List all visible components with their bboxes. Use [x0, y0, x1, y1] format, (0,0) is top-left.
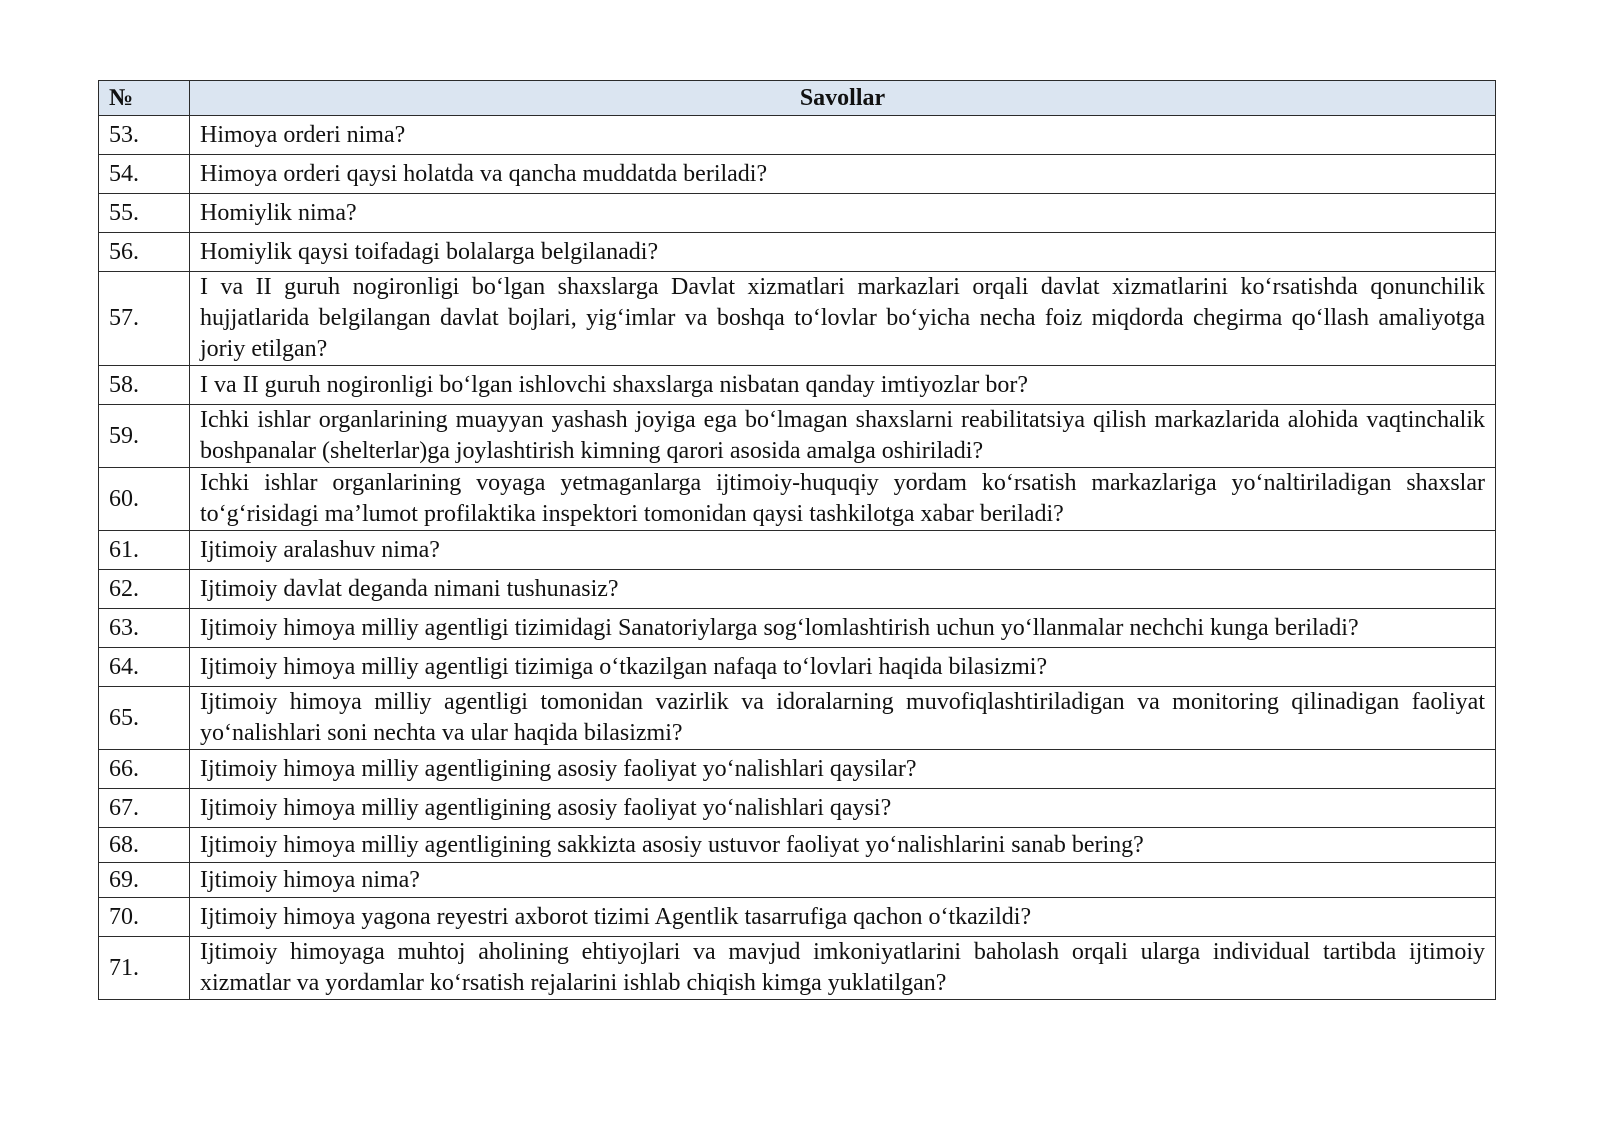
table-row: [99, 366, 1496, 405]
question-text: Ichki ishlar organlarining voyaga yetmaganlarga ijtimoiy-huquqiy yordam ko‘rsatish markazlariga yo‘naltiriladigan shaxslar to‘g‘risidagi ma’lumot profilaktika inspektori tomonidan qaysi tashkilotga xabar beriladi?: [190, 468, 1496, 531]
question-text: Ijtimoiy himoya milliy agentligining sakkizta asosiy ustuvor faoliyat yo‘nalishlarini sanab bering?: [190, 828, 1496, 863]
row-number: 62.: [99, 570, 190, 609]
table-row: [99, 609, 1496, 648]
question-text: Ijtimoiy davlat deganda nimani tushunasiz?: [190, 570, 1496, 609]
row-number: 66.: [99, 750, 190, 789]
question-text: Ijtimoiy himoyaga muhtoj aholining ehtiyojlari va mavjud imkoniyatlarini baholash orqali ularga individual tartibda ijtimoiy xizmatlar va yordamlar ko‘rsatish rejalarini ishlab chiqish kimga yuklatilgan?: [190, 937, 1496, 1000]
table-row: [99, 750, 1496, 789]
table-row: [99, 155, 1496, 194]
question-text: Ijtimoiy himoya milliy agentligi tizimidagi Sanatoriylarga sog‘lomlashtirish uchun yo‘llanmalar nechchi kunga beriladi?: [190, 609, 1496, 648]
row-number: 60.: [99, 468, 190, 531]
question-text: Ijtimoiy himoya milliy agentligining asosiy faoliyat yo‘nalishlari qaysi?: [190, 789, 1496, 828]
row-number: 53.: [99, 116, 190, 155]
row-number: 71.: [99, 937, 190, 1000]
table-row: [99, 828, 1496, 863]
table-row: [99, 194, 1496, 233]
table-row: [99, 272, 1496, 366]
row-number: 70.: [99, 898, 190, 937]
question-text: Ichki ishlar organlarining muayyan yashash joyiga ega bo‘lmagan shaxslarni reabilitatsiya qilish markazlarida alohida vaqtinchalik boshpanalar (shelterlar)ga joylashtirish kimning qarori asosida amalga oshiriladi?: [190, 405, 1496, 468]
table-row: [99, 531, 1496, 570]
question-text: Ijtimoiy aralashuv nima?: [190, 531, 1496, 570]
row-number: 67.: [99, 789, 190, 828]
table-row: [99, 789, 1496, 828]
row-number: 58.: [99, 366, 190, 405]
row-number: 61.: [99, 531, 190, 570]
row-number: 69.: [99, 863, 190, 898]
row-number: 54.: [99, 155, 190, 194]
questions-column-header: Savollar: [190, 81, 1496, 116]
question-text: I va II guruh nogironligi bo‘lgan shaxslarga Davlat xizmatlari markazlari orqali davlat xizmatlarini ko‘rsatishda qonunchilik hujjatlarida belgilangan davlat bojlari, yig‘imlar va boshqa to‘lovlar bo‘yicha necha foiz miqdorda chegirma qo‘llash amaliyotga joriy etilgan?: [190, 272, 1496, 366]
table-row: [99, 233, 1496, 272]
question-text: Ijtimoiy himoya milliy agentligining asosiy faoliyat yo‘nalishlari qaysilar?: [190, 750, 1496, 789]
question-text: Himoya orderi qaysi holatda va qancha muddatda beriladi?: [190, 155, 1496, 194]
row-number: 63.: [99, 609, 190, 648]
row-number: 68.: [99, 828, 190, 863]
row-number: 56.: [99, 233, 190, 272]
number-column-header: №: [99, 81, 190, 116]
table-row: [99, 898, 1496, 937]
question-text: Ijtimoiy himoya yagona reyestri axborot tizimi Agentlik tasarrufiga qachon o‘tkazildi?: [190, 898, 1496, 937]
row-number: 57.: [99, 272, 190, 366]
table-row: [99, 405, 1496, 468]
table-row: [99, 116, 1496, 155]
table-row: [99, 468, 1496, 531]
row-number: 55.: [99, 194, 190, 233]
question-text: Ijtimoiy himoya milliy agentligi tomonidan vazirlik va idoralarning muvofiqlashtiriladigan va monitoring qilinadigan faoliyat yo‘nalishlari soni nechta va ular haqida bilasizmi?: [190, 687, 1496, 750]
row-number: 59.: [99, 405, 190, 468]
row-number: 65.: [99, 687, 190, 750]
question-text: Homiylik qaysi toifadagi bolalarga belgilanadi?: [190, 233, 1496, 272]
question-text: Himoya orderi nima?: [190, 116, 1496, 155]
question-text: Ijtimoiy himoya nima?: [190, 863, 1496, 898]
question-text: Ijtimoiy himoya milliy agentligi tizimiga o‘tkazilgan nafaqa to‘lovlari haqida bilasizmi?: [190, 648, 1496, 687]
table-row: [99, 687, 1496, 750]
question-text: Homiylik nima?: [190, 194, 1496, 233]
table-header-row: [99, 81, 1496, 116]
table-row: [99, 937, 1496, 1000]
table-row: [99, 648, 1496, 687]
table-row: [99, 863, 1496, 898]
table-row: [99, 570, 1496, 609]
row-number: 64.: [99, 648, 190, 687]
question-text: I va II guruh nogironligi bo‘lgan ishlovchi shaxslarga nisbatan qanday imtiyozlar bor?: [190, 366, 1496, 405]
questions-table: [98, 80, 1496, 1000]
